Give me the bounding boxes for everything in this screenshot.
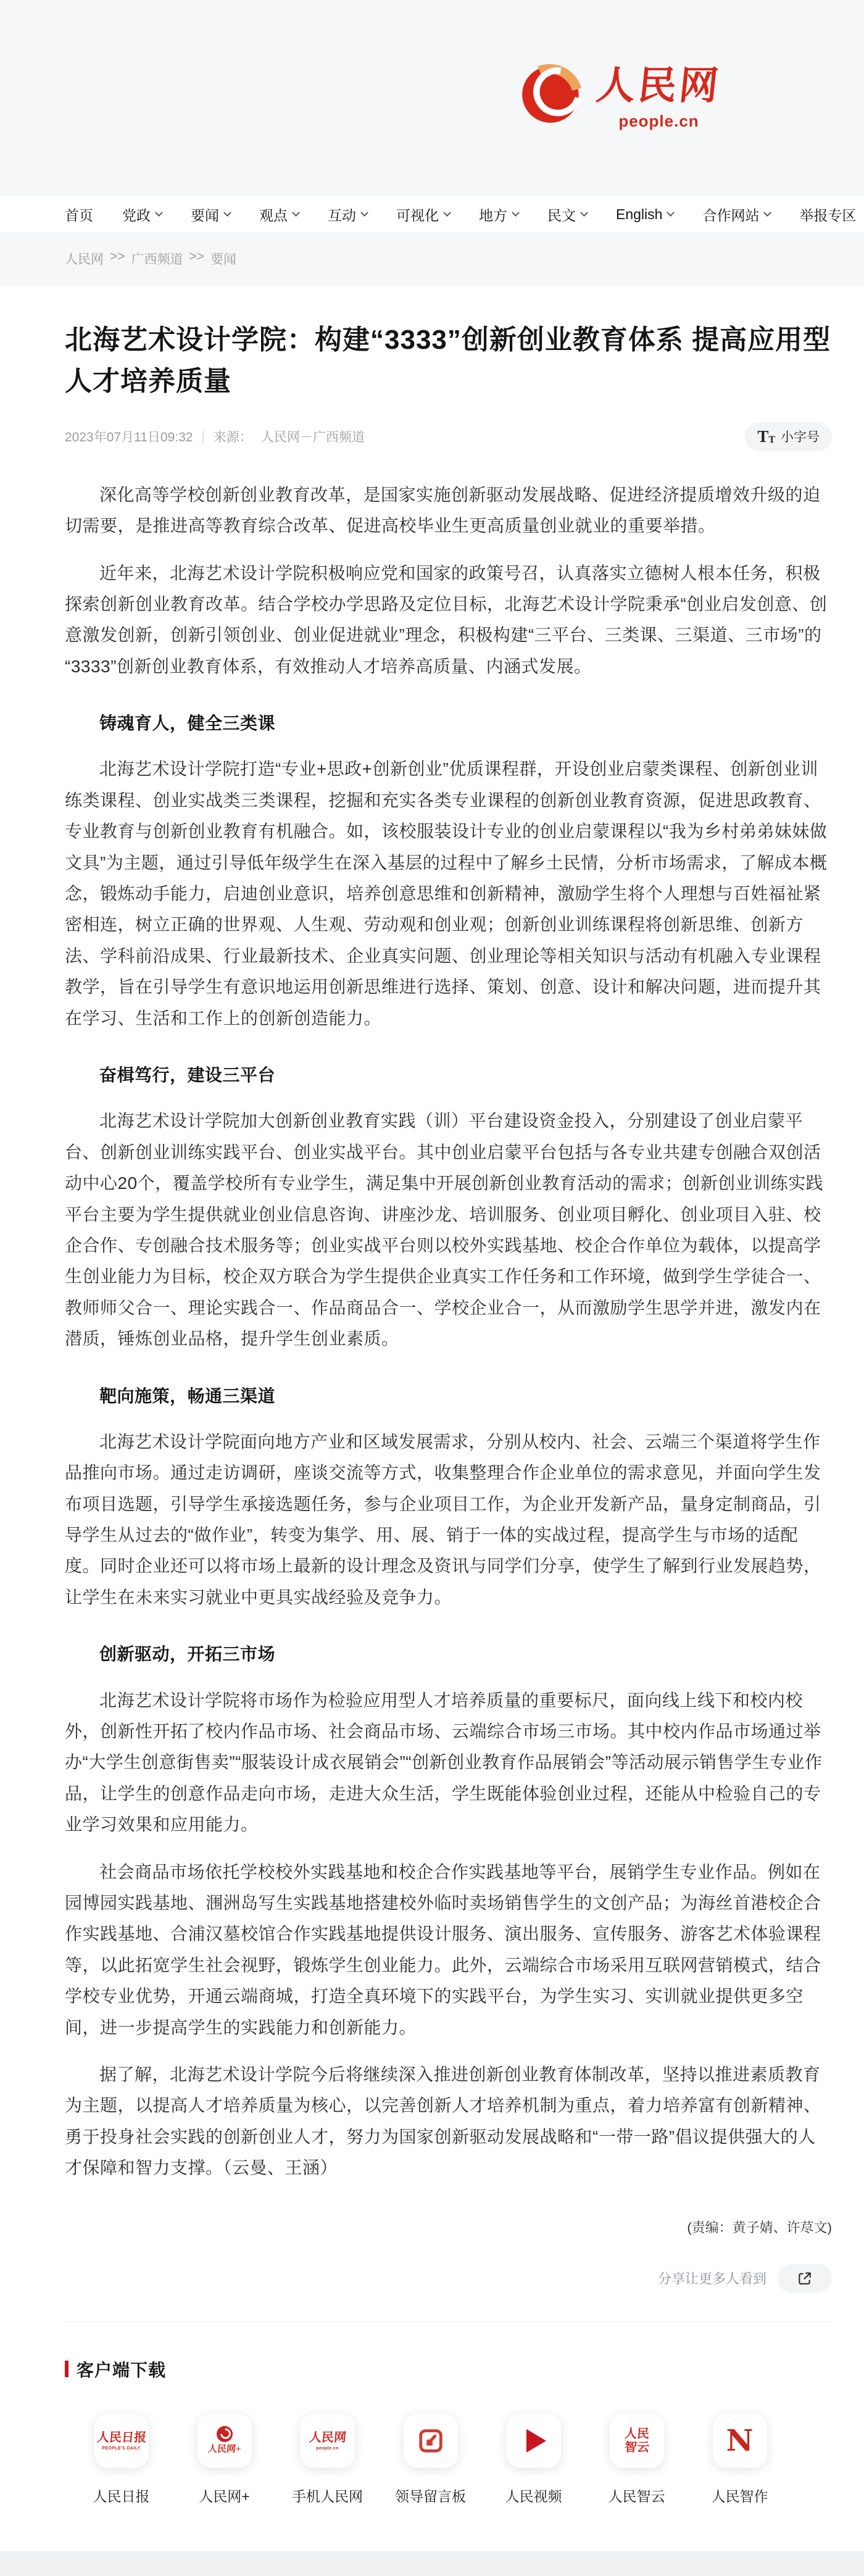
people-cn-logo-icon bbox=[520, 60, 584, 125]
nav-item-english[interactable] bbox=[616, 206, 673, 223]
nav-item-difang[interactable] bbox=[479, 204, 518, 225]
font-size-button[interactable] bbox=[745, 422, 832, 451]
download-title bbox=[65, 2357, 832, 2382]
app-label: 人民智云 bbox=[608, 2488, 665, 2504]
paragraph: 北海艺术设计学院面向地方产业和区域发展需求，分别从校内、社会、云端三个渠道将学生作品推向市场。通过走访调研，座谈交流等方式，收集整理合作企业单位的需求意见，并面向学生发布项目选题，引导学生承接选题任务，参与企业项目工作，为企业开发新产品，量身定制商品，引导学生从过去的“做作业”，转变为集学、用、展、销于一体的实战过程，提高学生与市场的适配度。同时企业还可以将市场上最新的设计理念及资讯与同学们分享，使学生了解到行业发展趋势，让学生在未来实习就业中更具实战经验及竞争力。 bbox=[65, 1432, 821, 1607]
nav-item-guandian[interactable] bbox=[259, 204, 299, 225]
site-header bbox=[0, 0, 864, 196]
people-cn-logo[interactable] bbox=[520, 54, 721, 131]
section-heading: 铸魂育人，健全三类课 bbox=[99, 714, 276, 733]
paragraph: 北海艺术设计学院打造“专业+思政+创新创业”优质课程群，开设创业启蒙类课程、创新创业训练类课程、创业实战类三类课程，挖掘和充实各类专业课程的创新创业教育资源，促进思政教育、专业教育与创新创业教育有机融合。如，该校服装设计专业的创业启蒙课程以“我为乡村弟弟妹妹做文具”为主题，通过引导低年级学生在深入基层的过程中了解乡土民情，分析市场需求，了解成本概念，锻炼动手能力，启迪创业意识，培养创意思维和创新精神，激励学生将个人理想与百姓福祉紧密相连，树立正确的世界观、人生观、劳动观和创业观；创新创业训练课程将创新思维、创新方法、学科前沿成果、行业最新技术、企业真实问题、创业理论等相关知识与活动有机融入专业课程教学，旨在引导学生有意识地运用创新思维进行选择、策划、创意、设计和解决问题，进而提升其在学习、生活和工作上的创新创造能力。 bbox=[65, 759, 828, 1028]
article-card bbox=[0, 286, 864, 2328]
peoples-network-plus-app-icon: 人民网+ bbox=[197, 2414, 252, 2468]
app-mobile-peoples-network[interactable] bbox=[276, 2414, 379, 2506]
chevron-down-icon bbox=[512, 209, 520, 217]
download-title-text: 客户端下载 bbox=[77, 2360, 167, 2380]
breadcrumb bbox=[0, 233, 864, 286]
nav-item-label: 地方 bbox=[479, 207, 507, 223]
app-label: 手机人民网 bbox=[292, 2488, 363, 2504]
editor-note: (责编：黄子婧、许荩文) bbox=[687, 2219, 832, 2235]
logo-en-text: people.cn bbox=[618, 112, 699, 130]
breadcrumb-link[interactable]: 人民网 bbox=[65, 252, 104, 267]
app-label: 领导留言板 bbox=[395, 2488, 466, 2504]
font-size-icon: T T bbox=[757, 427, 775, 446]
footer-band bbox=[0, 2551, 864, 2576]
app-peoples-zhiyun[interactable] bbox=[585, 2414, 688, 2506]
nav-item-minwen[interactable] bbox=[547, 204, 587, 225]
main-nav bbox=[0, 196, 864, 233]
article-date: 2023年07月11日09:32 bbox=[65, 430, 193, 445]
chevron-down-icon bbox=[223, 209, 231, 217]
breadcrumb-link[interactable]: 要闻 bbox=[210, 252, 237, 267]
nav-item-jubaozhuanqu[interactable] bbox=[799, 204, 856, 225]
app-leader-message-board[interactable] bbox=[379, 2414, 482, 2506]
app-label: 人民视频 bbox=[505, 2488, 562, 2504]
source-link[interactable]: 人民网－广西频道 bbox=[260, 430, 365, 445]
section-heading: 奋楫笃行，建设三平台 bbox=[99, 1065, 276, 1085]
nav-item-home[interactable] bbox=[65, 204, 93, 225]
leader-message-board-app-icon bbox=[404, 2414, 458, 2468]
nav-item-label: 互动 bbox=[328, 207, 356, 223]
font-size-button-label: 小字号 bbox=[781, 430, 820, 445]
chevron-down-icon bbox=[443, 209, 451, 217]
section-heading: 靶向施策，畅通三渠道 bbox=[99, 1386, 276, 1406]
peoples-zhizuo-app-icon: N bbox=[713, 2414, 767, 2468]
paragraph: 近年来，北海艺术设计学院积极响应党和国家的政策号召，认真落实立德树人根本任务，积极探索创新创业教育改革。结合学校办学思路及定位目标，北海艺术设计学院秉承“创业启发创意、创意激发创新，创新引领创业、创业促进就业”理念，积极构建“三平台、三类课、三渠道、三市场”的“3333”创新创业教育体系，有效推动人才培养高质量、内涵式发展。 bbox=[65, 563, 828, 676]
nav-item-label: 合作网站 bbox=[702, 207, 760, 223]
chevron-down-icon bbox=[292, 209, 300, 217]
chevron-down-icon bbox=[580, 209, 588, 217]
meta-separator: | bbox=[201, 429, 205, 444]
chevron-down-icon bbox=[667, 209, 675, 217]
nav-item-hezuowangzhan[interactable] bbox=[702, 204, 770, 225]
nav-item-label: 党政 bbox=[122, 207, 151, 223]
page-title: 北海艺术设计学院：构建“3333”创新创业教育体系 提高应用型人才培养质量 bbox=[65, 325, 831, 396]
paragraph: 据了解，北海艺术设计学院今后将继续深入推进创新创业教育体制改革，坚持以推进素质教育为主题，以提高人才培养质量为核心，以完善创新人才培养机制为重点，着力培养富有创新精神、勇于投身社会实践的创新创业人才，努力为国家创新驱动发展战略和“一带一路”倡议提供强大的人才保障和智力支撑。（云曼、王涵） bbox=[65, 2064, 821, 2178]
people-cn-logo-text bbox=[594, 54, 723, 131]
nav-item-label: 可视化 bbox=[396, 207, 439, 223]
breadcrumb-separator: >> bbox=[110, 249, 125, 264]
app-peoples-network-plus[interactable] bbox=[173, 2414, 276, 2506]
breadcrumb-link[interactable]: 广西频道 bbox=[131, 252, 183, 267]
share-icon bbox=[797, 2270, 813, 2286]
nav-item-label: English bbox=[616, 206, 663, 222]
app-peoples-daily[interactable] bbox=[70, 2414, 173, 2506]
article-body bbox=[65, 480, 832, 2184]
section-heading: 创新驱动，开拓三市场 bbox=[99, 1644, 276, 1664]
peoples-daily-app-icon: 人民日报 PEOPLE'S DAILY bbox=[94, 2414, 149, 2468]
app-label: 人民日报 bbox=[93, 2488, 150, 2504]
paragraph: 北海艺术设计学院加大创新创业教育实践（训）平台建设资金投入，分别建设了创业启蒙平台、创新创业训练实践平台、创业实战平台。其中创业启蒙平台包括与各专业共建专创融合双创活动中心20个，覆盖学校所有专业学生，满足集中开展创新创业教育活动的需求；创新创业训练实践平台主要为学生提供就业创业信息咨询、讲座沙龙、培训服务、创业项目孵化、创业项目入驻、校企合作、专创融合技术服务等；创业实战平台则以校外实践基地、校企合作单位为载体，以提高学生创业能力为目标，校企双方联合为学生提供企业真实工作任务和工作环境，做到学生学徒合一、教师师父合一、理论实践合一、作品商品合一、学校企业合一，从而激励学生思学并进，激发内在潜质，锤炼创业品格，提升学生创业素质。 bbox=[65, 1111, 824, 1349]
app-row bbox=[65, 2414, 832, 2506]
paragraph: 北海艺术设计学院将市场作为检验应用型人才培养质量的重要标尺，面向线上线下和校内校外，创新性开拓了校内作品市场、社会商品市场、云端综合市场三市场。其中校内作品市场通过举办“大学生创意街售卖”“服装设计成衣展销会”“创新创业教育作品展销会”等活动展示销售学生专业作品，让学生的创意作品走向市场，走进大众生活，学生既能体验创业过程，还能从中检验自己的专业学习效果和应用能力。 bbox=[65, 1690, 823, 1835]
download-section bbox=[0, 2328, 864, 2551]
nav-item-hudong[interactable] bbox=[328, 204, 367, 225]
article-meta-left bbox=[65, 427, 365, 446]
nav-item-yaowen[interactable] bbox=[191, 204, 230, 225]
app-label: 人民网+ bbox=[199, 2488, 250, 2504]
share-button[interactable] bbox=[778, 2264, 832, 2293]
chevron-down-icon bbox=[764, 209, 772, 217]
nav-item-keshihua[interactable] bbox=[396, 204, 450, 225]
peoples-video-app-icon bbox=[507, 2414, 561, 2468]
chevron-down-icon bbox=[155, 209, 163, 217]
nav-item-label: 要闻 bbox=[191, 207, 219, 223]
paragraph: 社会商品市场依托学校校外实践基地和校企合作实践基地等平台，展销学生专业作品。例如在园博园实践基地、涠洲岛写生实践基地搭建校外临时卖场销售学生的文创产品；为海丝首港校企合作实践基地、合浦汉墓校馆合作实践基地提供设计服务、演出服务、宣传服务、游客艺术体验课程等，以此拓宽学生社会视野，锻炼学生创业能力。此外，云端综合市场采用互联网营销模式，结合学校专业优势，开通云端商城，打造全真环境下的实践平台，为学生实习、实训就业提供更多空间，进一步提高学生的实践能力和创新能力。 bbox=[65, 1862, 821, 2037]
app-label: 人民智作 bbox=[711, 2488, 768, 2504]
logo-cn-text: 人民网 bbox=[594, 64, 723, 107]
nav-item-dangzheng[interactable] bbox=[122, 204, 162, 225]
nav-item-label: 民文 bbox=[547, 207, 576, 223]
source-prefix: 来源： bbox=[213, 430, 252, 445]
share-label: 分享让更多人看到 bbox=[657, 2271, 766, 2286]
nav-item-label: 首页 bbox=[65, 207, 93, 223]
nav-item-label: 观点 bbox=[259, 207, 288, 223]
chevron-down-icon bbox=[360, 209, 368, 217]
app-peoples-video[interactable] bbox=[482, 2414, 585, 2506]
nav-item-label: 举报专区 bbox=[799, 207, 857, 223]
paragraph: 深化高等学校创新创业教育改革，是国家实施创新驱动发展战略、促进经济提质增效升级的迫切需要，是推进高等教育综合改革、促进高校毕业生更高质量创业就业的重要举措。 bbox=[65, 485, 821, 536]
breadcrumb-separator: >> bbox=[189, 249, 205, 264]
app-peoples-zhizuo[interactable] bbox=[688, 2414, 791, 2506]
mobile-peoples-network-app-icon: 人民网 people.cn bbox=[301, 2414, 355, 2468]
article-meta bbox=[65, 422, 832, 451]
share-row bbox=[65, 2264, 832, 2293]
red-bar-decoration bbox=[65, 2361, 69, 2377]
peoples-zhiyun-app-icon: 人民 智云 bbox=[610, 2414, 664, 2468]
